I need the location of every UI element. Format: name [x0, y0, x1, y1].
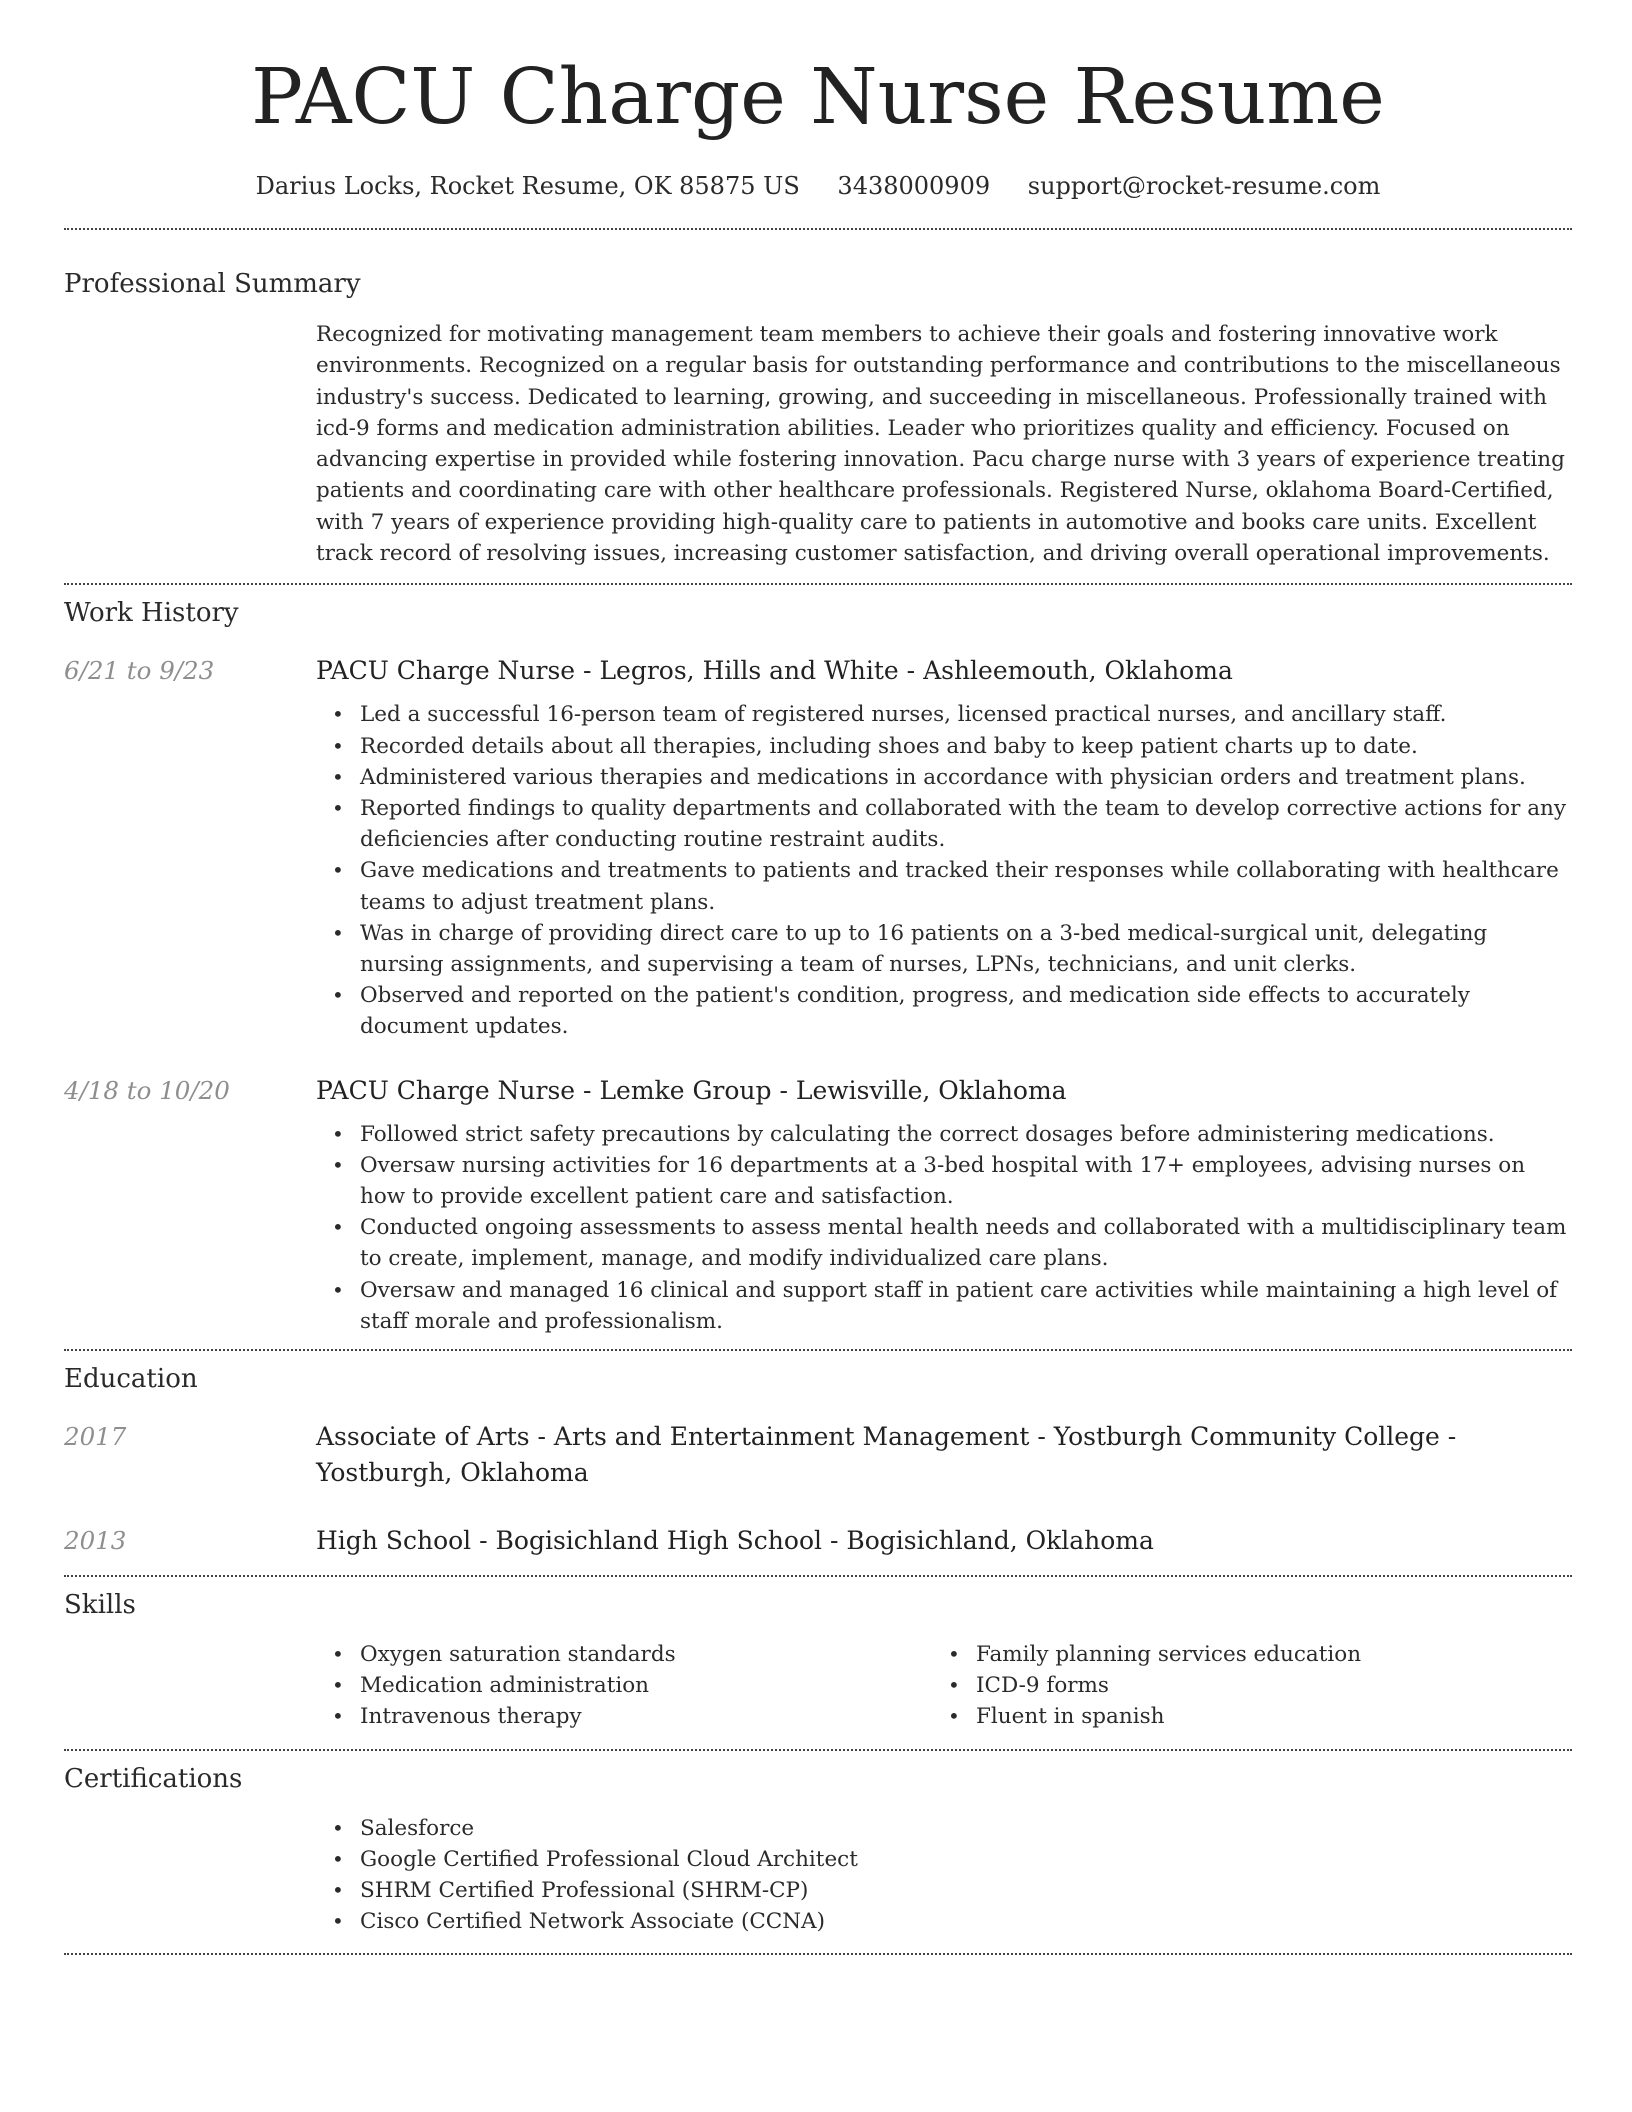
job-bullets — [316, 699, 1572, 1042]
education-degree: Associate of Arts — [316, 1422, 530, 1452]
list-item: • Recorded details about all therapies, including shoes and baby to keep patient charts up to date. — [316, 731, 1572, 762]
section-heading-education: Education — [64, 1364, 198, 1395]
job-title: PACU Charge Nurse — [316, 656, 576, 686]
divider — [64, 1349, 1572, 1351]
education-title-line — [316, 1523, 1572, 1559]
education-details: - Bogisichland High School - Bogisichland, Oklahoma — [471, 1526, 1154, 1556]
contact-phone: 3438000909 — [837, 172, 991, 200]
resume-page — [64, 0, 1572, 1955]
education-year: 2013 — [64, 1526, 127, 1556]
education-year: 2017 — [64, 1422, 127, 1452]
contact-email: support@rocket-resume.com — [1027, 172, 1381, 200]
divider — [64, 1953, 1572, 1955]
skills-columns — [316, 1639, 1572, 1733]
skill-item: • ICD-9 forms — [932, 1670, 1548, 1701]
list-item: • Oversaw and managed 16 clinical and support staff in patient care activities while maintaining a high level of staff morale and professionalism. — [316, 1275, 1572, 1337]
job-title: PACU Charge Nurse — [316, 1075, 576, 1105]
contact-address: Darius Locks, Rocket Resume, OK 85875 US — [255, 172, 800, 200]
list-item: • Oversaw nursing activities for 16 departments at a 3-bed hospital with 17+ employees, advising nurses on how to provide excellent patient care and satisfaction. — [316, 1150, 1572, 1212]
education-title-line — [316, 1419, 1572, 1491]
job-entry — [64, 1073, 1572, 1337]
section-heading-work-history: Work History — [64, 598, 239, 629]
divider — [64, 1575, 1572, 1577]
job-title-line — [316, 1073, 1572, 1109]
job-dates: 6/21 to 9/23 — [64, 656, 215, 686]
divider — [64, 228, 1572, 230]
list-item: • Followed strict safety precautions by calculating the correct dosages before administering medications. — [316, 1119, 1572, 1150]
list-item: • Led a successful 16-person team of registered nurses, licensed practical nurses, and ancillary staff. — [316, 699, 1572, 730]
certification-item: • Cisco Certified Network Associate (CCNA) — [316, 1906, 1572, 1937]
job-employer: - Legros, Hills and White - Ashleemouth, Oklahoma — [575, 656, 1233, 686]
certification-item: • Google Certified Professional Cloud Architect — [316, 1844, 1572, 1875]
job-employer: - Lemke Group - Lewisville, Oklahoma — [575, 1075, 1067, 1105]
education-degree: High School — [316, 1526, 472, 1556]
section-heading-summary: Professional Summary — [64, 269, 361, 299]
skill-item: • Medication administration — [316, 1670, 932, 1701]
education-entry — [64, 1523, 1572, 1559]
certifications-list — [316, 1813, 1572, 1938]
divider — [64, 1749, 1572, 1751]
list-item: • Gave medications and treatments to patients and tracked their responses while collaborating with healthcare teams to adjust treatment plans. — [316, 855, 1572, 917]
list-item: • Observed and reported on the patient's condition, progress, and medication side effects to accurately document updates. — [316, 980, 1572, 1042]
list-item: • Reported findings to quality departments and collaborated with the team to develop corrective actions for any deficiencies after conducting routine restraint audits. — [316, 793, 1572, 855]
list-item: • Administered various therapies and medications in accordance with physician orders and treatment plans. — [316, 762, 1572, 793]
education-details: - Arts and Entertainment Management - Yostburgh Community College - Yostburgh, Oklahoma — [316, 1422, 1457, 1488]
certification-item: • SHRM Certified Professional (SHRM-CP) — [316, 1875, 1572, 1906]
certification-item: • Salesforce — [316, 1813, 1572, 1844]
summary-text: Recognized for motivating management team members to achieve their goals and fostering innovative work environments. Recognized on a regular basis for outstanding performance and contributions to the miscellaneous industry's success. Dedicated to learning, growing, and succeeding in miscellaneous. Professionally trained with icd-9 forms and medication administration abilities. Leader who prioritizes quality and efficiency. Focused on advancing expertise in provided while fostering innovation. Pacu charge nurse with 3 years of experience treating patients and coordinating care with other healthcare professionals. Registered Nurse, oklahoma Board-Certified, with 7 years of experience providing high-quality care to patients in automotive and books care units. Excellent track record of resolving issues, increasing customer satisfaction, and driving overall operational improvements. — [316, 322, 1565, 567]
divider — [64, 583, 1572, 585]
skill-item: • Oxygen saturation standards — [316, 1639, 932, 1670]
job-dates: 4/18 to 10/20 — [64, 1075, 230, 1105]
skills-list-left — [316, 1639, 932, 1733]
skill-item: • Fluent in spanish — [932, 1701, 1548, 1732]
job-bullets — [316, 1119, 1572, 1337]
job-entry — [64, 653, 1572, 1042]
section-heading-certifications: Certifications — [64, 1763, 243, 1794]
contact-line — [64, 170, 1572, 202]
page-title: PACU Charge Nurse Resume — [251, 53, 1385, 142]
skill-item: • Intravenous therapy — [316, 1701, 932, 1732]
list-item: • Was in charge of providing direct care to up to 16 patients on a 3-bed medical-surgical unit, delegating nursing assignments, and supervising a team of nurses, LPNs, technicians, and unit clerks. — [316, 918, 1572, 980]
section-heading-skills: Skills — [64, 1590, 136, 1621]
skills-list-right — [932, 1639, 1548, 1733]
education-entry — [64, 1419, 1572, 1491]
skill-item: • Family planning services education — [932, 1639, 1548, 1670]
list-item: • Conducted ongoing assessments to assess mental health needs and collaborated with a multidisciplinary team to create, implement, manage, and modify individualized care plans. — [316, 1212, 1572, 1274]
job-title-line — [316, 653, 1572, 689]
